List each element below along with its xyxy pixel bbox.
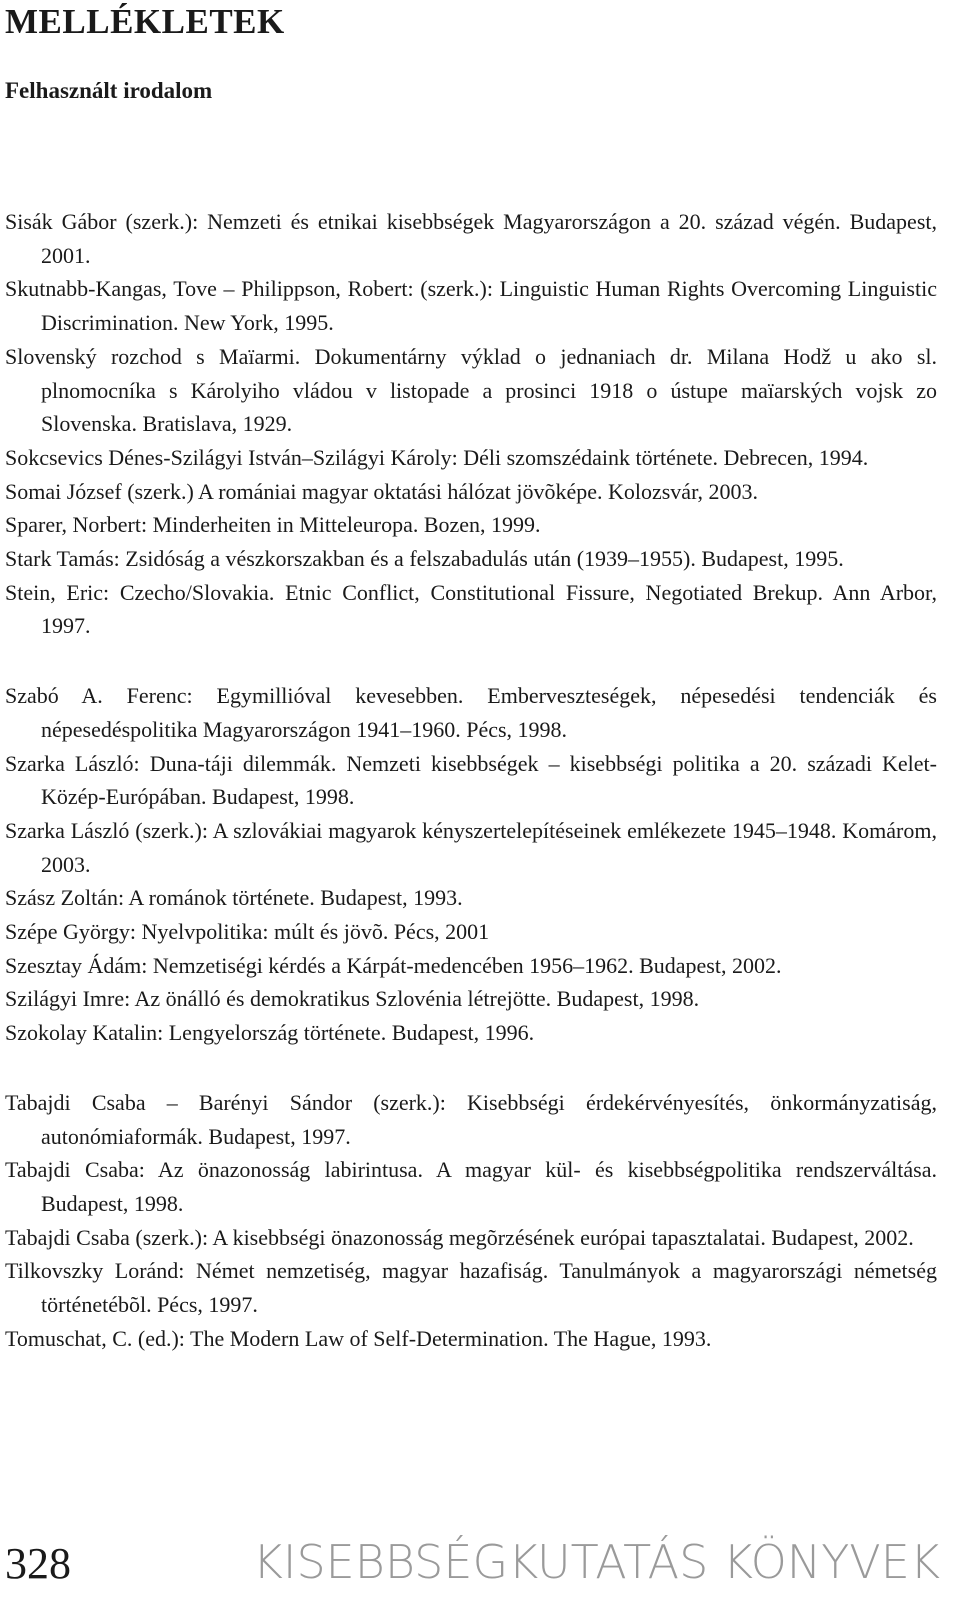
reference-entry: Skutnabb-Kangas, Tove – Philippson, Robert: (szerk.): Linguistic Human Rights Overcoming Linguistic Discrimination. New York, 1995.: [5, 276, 937, 336]
series-title: KISEBBSÉGKUTATÁS KÖNYVEK: [252, 1535, 940, 1589]
reference-entry: Szász Zoltán: A románok története. Budapest, 1993.: [5, 885, 463, 911]
reference-entry: Szesztay Ádám: Nemzetiségi kérdés a Kárpát-medencében 1956–1962. Budapest, 2002.: [5, 952, 782, 978]
page-title: MELLÉKLETEK: [5, 2, 285, 41]
reference-entry: Szabó A. Ferenc: Egymillióval kevesebben. Emberveszteségek, népesedési tendenciák és népesedéspolitika Magyarországon 1941–1960. Pécs, 1998.: [5, 683, 937, 742]
reference-entry: Szilágyi Imre: Az önálló és demokratikus Szlovénia létrejötte. Budapest, 1998.: [5, 986, 700, 1012]
reference-group-sz: [5, 679, 937, 1050]
reference-entry: Stark Tamás: Zsidóság a vészkorszakban és a felszabadulás után (1939–1955). Budapest, 1995.: [5, 546, 844, 572]
reference-entry: Szokolay Katalin: Lengyelország története. Budapest, 1996.: [5, 1020, 535, 1046]
reference-entry: Tilkovszky Loránd: Német nemzetiség, magyar hazafiság. Tanulmányok a magyarországi németség történetébõl. Pécs, 1997.: [5, 1258, 937, 1318]
reference-entry: Sparer, Norbert: Minderheiten in Mitteleuropa. Bozen, 1999.: [5, 512, 541, 538]
reference-group-t: [5, 1086, 937, 1356]
reference-group-s: [5, 205, 937, 643]
reference-entry: Tabajdi Csaba: Az önazonosság labirintusa. A magyar kül- és kisebbségpolitika rendszerváltása. Budapest, 1998.: [5, 1157, 937, 1216]
reference-entry: Somai József (szerk.) A romániai magyar oktatási hálózat jövõképe. Kolozsvár, 2003.: [5, 478, 759, 504]
reference-entry: Sisák Gábor (szerk.): Nemzeti és etnikai kisebbségek Magyarországon a 20. század végén. Budapest, 2001.: [5, 209, 937, 268]
reference-entry: Szarka László: Duna-táji dilemmák. Nemzeti kisebbségek – kisebbségi politika a 20. századi Kelet-Közép-Európában. Budapest, 1998.: [5, 750, 937, 810]
reference-entry: Slovenský rozchod s Maïarmi. Dokumentárny výklad o jednaniach dr. Milana Hodž u ako sl. plnomocníka s Károlyiho vládou v listopade a prosinci 1918 o ústupe maïarských vojsk zo Slovenska. Bratislava, 1929.: [5, 343, 937, 437]
reference-entry: Sokcsevics Dénes-Szilágyi István–Szilágyi Károly: Déli szomszédaink története. Debrecen, 1994.: [5, 444, 869, 470]
section-title: Felhasznált irodalom: [5, 78, 213, 103]
reference-entry: Szarka László (szerk.): A szlovákiai magyarok kényszertelepítéseinek emlékezete 1945–1948. Komárom, 2003.: [5, 817, 937, 877]
reference-entry: Szépe György: Nyelvpolitika: múlt és jövõ. Pécs, 2001: [5, 919, 490, 945]
reference-list: [5, 205, 937, 1392]
page-number: 328: [5, 1539, 71, 1588]
reference-entry: Tabajdi Csaba (szerk.): A kisebbségi önazonosság megõrzésének európai tapasztalatai. Budapest, 2002.: [5, 1224, 914, 1250]
reference-entry: Tabajdi Csaba – Barényi Sándor (szerk.): Kisebbségi érdekérvényesítés, önkormányzatiság, autonómiaformák. Budapest, 1997.: [5, 1089, 937, 1149]
reference-entry: Stein, Eric: Czecho/Slovakia. Etnic Conflict, Constitutional Fissure, Negotiated Brekup. Ann Arbor, 1997.: [5, 579, 937, 639]
reference-entry: Tomuschat, C. (ed.): The Modern Law of Self-Determination. The Hague, 1993.: [5, 1325, 712, 1351]
